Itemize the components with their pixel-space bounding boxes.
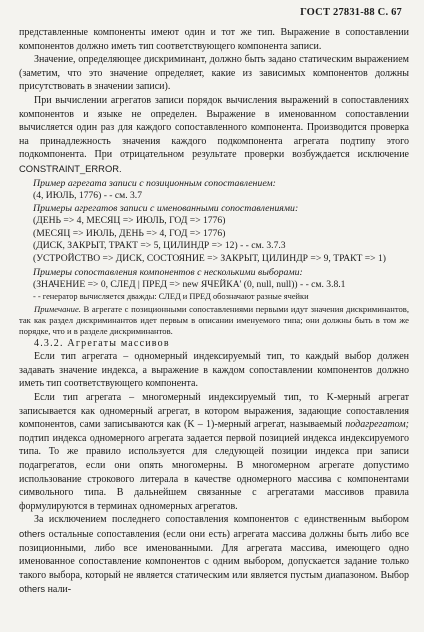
paragraph-text: За исключением последнего сопоставления компонентов с единственным выбором bbox=[34, 514, 409, 526]
paragraph-text: нали- bbox=[47, 584, 72, 596]
keyword: others bbox=[19, 528, 46, 539]
paragraph: представленные компоненты имеют один и тот же тип. Выражение в сопоставлении компонентов должно иметь тип соответствующего компонента записи. bbox=[19, 27, 409, 52]
note bbox=[19, 304, 409, 337]
example-comment: - - генератор вычисляется дважды: СЛЕД и ПРЕД обозначают разные ячейки bbox=[33, 292, 309, 302]
section-heading bbox=[19, 337, 409, 351]
paragraph-text: При вычислении агрегатов записи порядок вычисления выражений в сопоставлениях компонентов и языке не определен. Выражение в именованном сопоставлении вычисляется один раз для каждого сопоставленного компонента. Производится проверка на принадлежность значения каждого подкомпонента агрегата подтипу этого подкомпонента. При отрицательном результате проверки возбуждается исключение bbox=[19, 94, 409, 161]
example-caption: Пример агрегата записи с позиционным сопоставлением: bbox=[33, 177, 276, 189]
paragraph-text: остальные сопоставления (если они есть) агрегата массива должны быть либо все позиционными, либо все именованными. Для агрегата массива, имеющего одно именованное сопоставление компонентов с одним выбором, допускается задание только такого выбора, который не является статическим или является пустым диапазоном. Выбор bbox=[19, 529, 409, 581]
example-line: (ДЕНЬ => 4, МЕСЯЦ => ИЮЛЬ, ГОД => 1776) bbox=[33, 215, 226, 227]
paragraph bbox=[19, 513, 409, 597]
paragraph-text: Если тип агрегата – многомерный индексируемый тип, то K-мерный агрегат записывается как одномерный агрегат, в котором выражения, задающие сопоставления компонентов, сами записываются как (K – 1)-мерный агрегат, называемый bbox=[19, 392, 409, 431]
example-line: (УСТРОЙСТВО => ДИСК, СОСТОЯНИЕ => ЗАКРЫТ, ЦИЛИНДР => 9, ТРАКТ => 1) bbox=[33, 252, 386, 264]
paragraph bbox=[19, 94, 409, 177]
example-caption: Примеры сопоставления компонентов с несколькими выборами: bbox=[33, 266, 303, 278]
note-label: Примечание. bbox=[34, 303, 81, 314]
example-line: (4, ИЮЛЬ, 1776) - - см. 3.7 bbox=[33, 189, 142, 201]
example-caption: Примеры агрегатов записи с именованными сопоставлениями: bbox=[33, 203, 299, 215]
paragraph-text: подтип индекса одномерного агрегата задается первой позицией индекса индексируемого типа. То же правило используется для следующей позиции индекса при записи подагрегатов, если они опять многомерны. В многомерном агрегате допустимо использование строкового литерала в качестве одномерного массива с компонентами символьного типа. В дальнейшем связанные с агрегатами массивов правила формулируются в терминах одномерных агрегатов. bbox=[19, 432, 409, 512]
keyword: others bbox=[19, 583, 46, 595]
term: подагрегатом; bbox=[345, 419, 410, 431]
note-text: В агрегате с позиционными сопоставлениями первыми идут значения дискриминантов, так как раздел дискриминантов идет первым в описании именуемого типа; они должны быть в том же порядке, что и в разделе дискриминантов. bbox=[19, 303, 409, 336]
example-line: (МЕСЯЦ => ИЮЛЬ, ДЕНЬ => 4, ГОД => 1776) bbox=[33, 227, 226, 239]
paragraph: Если тип агрегата – одномерный индексируемый тип, то каждый выбор должен задавать значение индекса, а выражение в каждом сопоставлении компонентов должно иметь тип соответствующего компонента. bbox=[19, 351, 409, 390]
document-body bbox=[19, 26, 409, 597]
paragraph: Значение, определяющее дискриминант, должно быть задано статическим выражением (заметим, что это значение определяет, какие из зависимых компонентов должны присутствовать в значении записи). bbox=[19, 54, 409, 93]
example-line: (ДИСК, ЗАКРЫТ, ТРАКТ => 5, ЦИЛИНДР => 12) - - см. 3.7.3 bbox=[33, 240, 286, 252]
example-line: (ЗНАЧЕНИЕ => 0, СЛЕД | ПРЕД => new ЯЧЕЙКА' (0, null, null)) - - см. 3.8.1 bbox=[33, 278, 346, 290]
exception-name: CONSTRAINT_ERROR. bbox=[19, 162, 122, 174]
section-number: 4.3.2. bbox=[34, 337, 64, 349]
section-title: Агрегаты массивов bbox=[67, 337, 170, 349]
paragraph bbox=[19, 391, 409, 513]
page-header: ГОСТ 27831-88 С. 67 bbox=[300, 7, 402, 18]
